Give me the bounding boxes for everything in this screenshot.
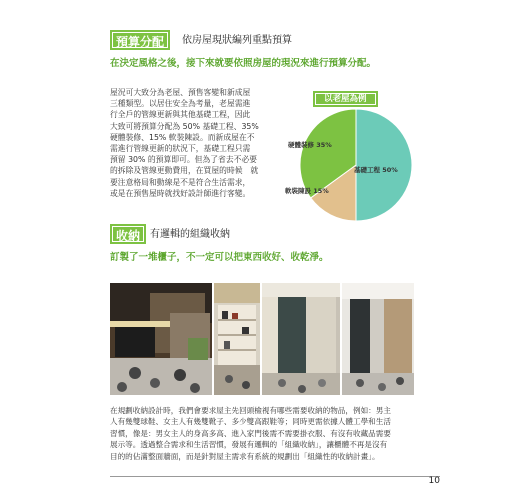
budget-line: 屋況可大致分為老屋、預售客變和新成屋 [110,88,251,97]
storage-line: 目的的佔滿整面牆面，而是針對屋主需求有系統的規劃出「組織性的收納計畫」。 [110,451,380,461]
footer-divider [110,476,440,477]
budget-line: 三種類型。以居住安全為考量，老屋需進 [110,99,251,109]
pie-slice-label-soft: 軟裝陳設 15% [285,187,329,195]
budget-title: 依房屋現狀編列重點預算 [182,35,292,46]
pie-slice-label-basic: 基礎工程 50% [354,166,398,174]
budget-line: 要注意格局和動線是不是符合生活需求， [110,177,251,187]
budget-line: 硬體裝修、15% 軟裝陳設。而新成屋在不 [110,132,255,142]
storage-line: 人有幾雙球鞋、女主人有幾雙靴子、多少雙高跟鞋等；同時更需依據人體工學和生活 [110,417,391,427]
storage-line: 展示等。透過整合需求和生活習慣，發展有邏輯的「組織收納」，讓櫃體不再是沒有 [110,440,388,450]
pie-label: 以老屋為例 [313,91,378,107]
storage-body [110,405,428,462]
storage-line: 習慣，像是：男女主人的身高多高、進入家門後需不需要掛衣服、有沒有收藏品需要 [110,428,391,438]
interior-photo-hallway [342,283,414,395]
storage-title: 有邏輯的組織收納 [150,229,230,240]
budget-line: 需進行管線更新的狀況下，基礎工程只需 [110,144,251,154]
interior-photo-shoe-cabinet [214,283,260,395]
pie-slice-label-hardware: 硬體裝修 35% [288,141,332,149]
page-number: 10 [428,476,440,486]
storage-subtitle: 訂製了一堆櫃子，不一定可以把東西收好、收乾淨。 [110,252,329,263]
interior-photo-mirror-door [262,283,340,395]
budget-subtitle: 在決定風格之後，接下來就要依照房屋的現況來進行預算分配。 [110,58,377,69]
storage-tag: 收納 [110,224,146,244]
budget-line: 的拆除及管線更動費用，在買屋的時候 就 [110,166,259,176]
budget-line: 預留 30% 的預算即可。但為了省去不必要 [110,155,258,165]
budget-line: 或是在預售屋時就找好設計師進行客變。 [110,188,251,198]
budget-line: 行全戶的管線更新與其他基礎工程，因此 [110,110,251,120]
interior-photo-entry [110,283,212,395]
budget-body [110,87,275,199]
storage-line: 在規劃收納設計時，我們會要求屋主先回頭檢視有哪些需要收納的物品，例如：男主 [110,406,391,415]
budget-tag: 預算分配 [110,30,170,50]
budget-line: 大致可將預算分配為 50% 基礎工程、35% [110,121,259,131]
